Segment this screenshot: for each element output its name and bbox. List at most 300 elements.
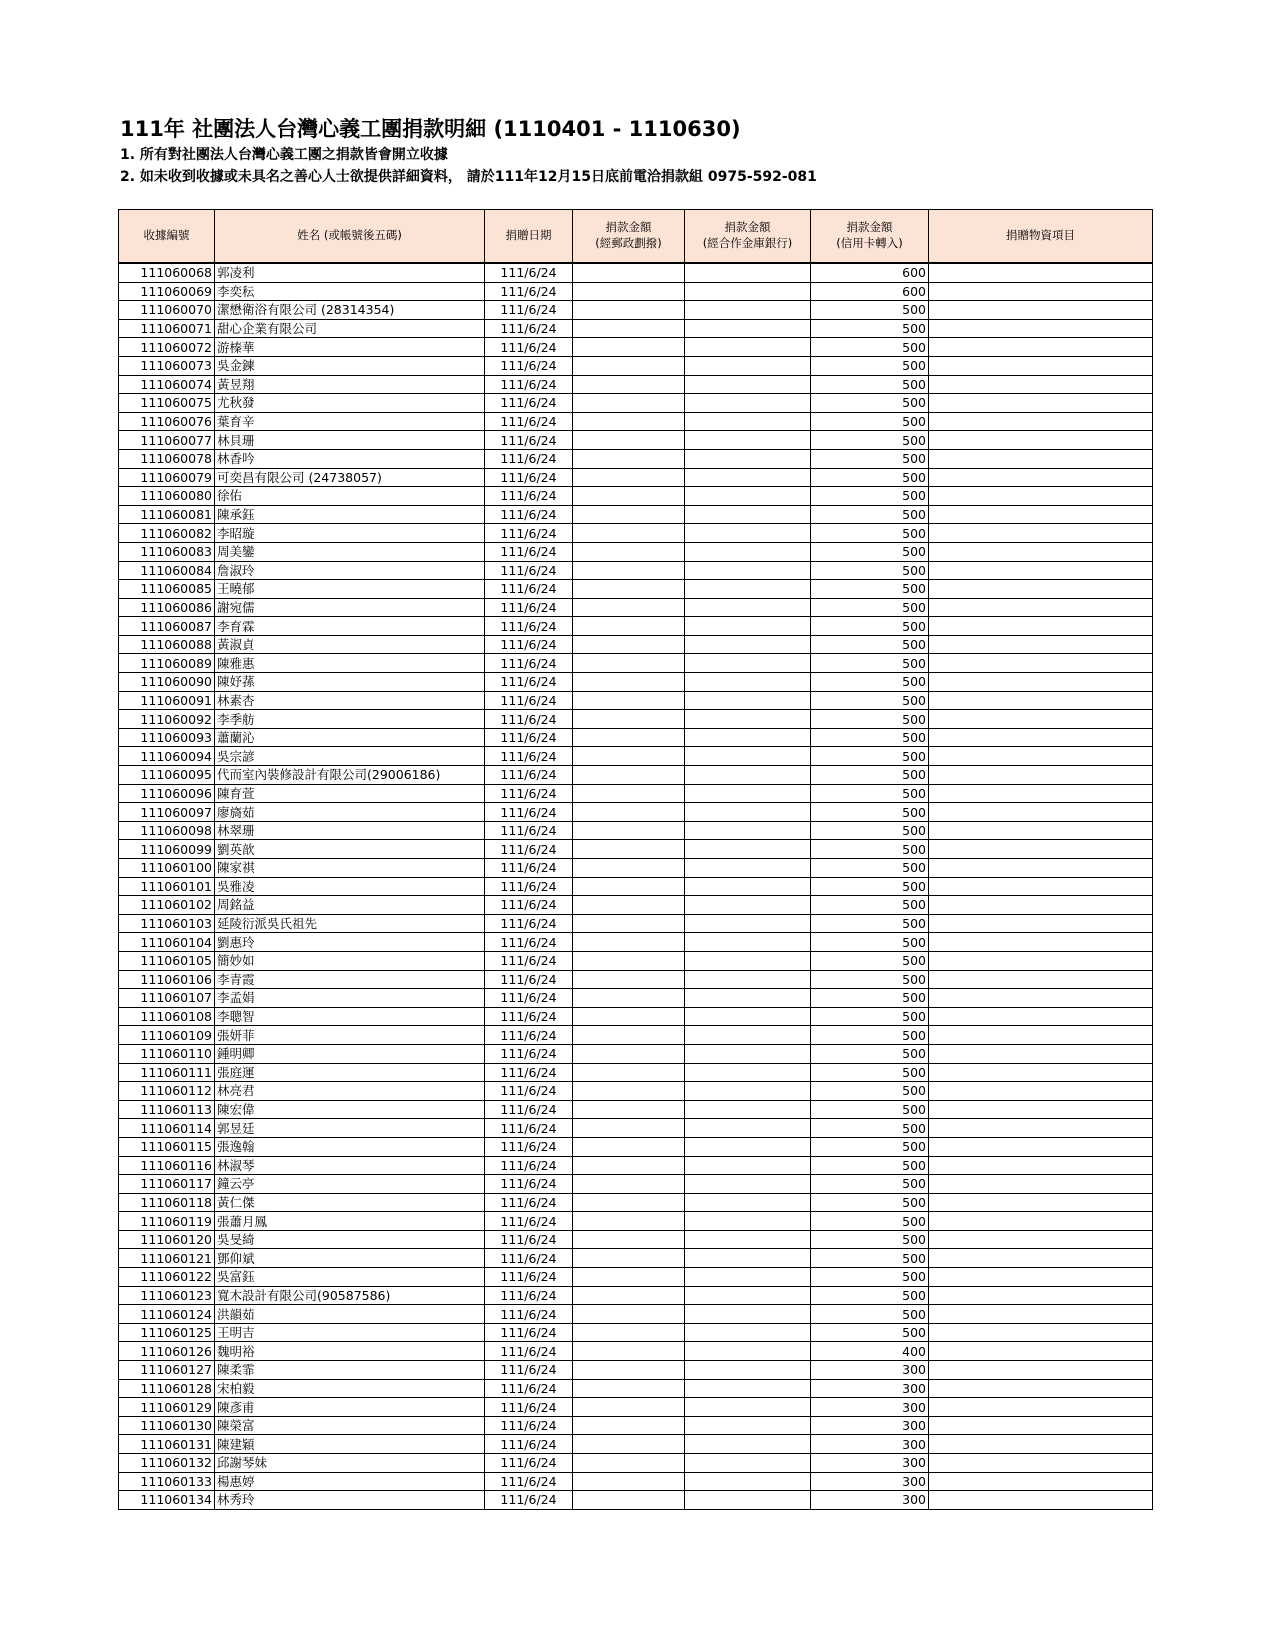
bank-amount-cell	[685, 1007, 811, 1026]
postal-amount-cell	[573, 487, 685, 506]
donated-items-cell	[929, 989, 1153, 1008]
donation-date-cell: 111/6/24	[485, 431, 573, 450]
donation-date-cell: 111/6/24	[485, 1398, 573, 1417]
bank-amount-cell	[685, 319, 811, 338]
receipt-number-cell: 111060081	[119, 505, 215, 524]
table-row	[119, 598, 1153, 617]
donated-items-cell	[929, 580, 1153, 599]
credit-amount-cell: 500	[811, 1119, 929, 1138]
donation-date-cell: 111/6/24	[485, 1361, 573, 1380]
table-row	[119, 301, 1153, 320]
postal-amount-cell	[573, 468, 685, 487]
credit-amount-cell: 500	[811, 1212, 929, 1231]
donated-items-cell	[929, 1137, 1153, 1156]
bank-amount-cell	[685, 1175, 811, 1194]
receipt-number-cell: 111060096	[119, 784, 215, 803]
postal-amount-cell	[573, 1323, 685, 1342]
receipt-number-cell: 111060119	[119, 1212, 215, 1231]
receipt-number-cell: 111060117	[119, 1175, 215, 1194]
donation-date-cell: 111/6/24	[485, 487, 573, 506]
donated-items-cell	[929, 766, 1153, 785]
donated-items-cell	[929, 1212, 1153, 1231]
table-row	[119, 1230, 1153, 1249]
bank-amount-cell	[685, 840, 811, 859]
bank-amount-cell	[685, 933, 811, 952]
receipt-number-cell: 111060088	[119, 635, 215, 654]
credit-amount-cell: 500	[811, 803, 929, 822]
bank-amount-cell	[685, 1454, 811, 1473]
donation-date-cell: 111/6/24	[485, 914, 573, 933]
postal-amount-cell	[573, 654, 685, 673]
donor-name-cell: 寬木設計有限公司(90587586)	[215, 1286, 485, 1305]
donated-items-cell	[929, 1305, 1153, 1324]
bank-amount-cell	[685, 803, 811, 822]
donated-items-cell	[929, 431, 1153, 450]
receipt-number-cell: 111060071	[119, 319, 215, 338]
donation-date-cell: 111/6/24	[485, 728, 573, 747]
donated-items-cell	[929, 468, 1153, 487]
donation-date-cell: 111/6/24	[485, 468, 573, 487]
receipt-number-cell: 111060099	[119, 840, 215, 859]
donated-items-cell	[929, 412, 1153, 431]
table-row	[119, 282, 1153, 301]
table-row	[119, 784, 1153, 803]
receipt-number-cell: 111060098	[119, 821, 215, 840]
receipt-number-cell: 111060107	[119, 989, 215, 1008]
postal-amount-cell	[573, 1175, 685, 1194]
bank-amount-cell	[685, 784, 811, 803]
postal-amount-cell	[573, 859, 685, 878]
donated-items-cell	[929, 914, 1153, 933]
donor-name-cell: 吳富鈺	[215, 1268, 485, 1287]
donated-items-cell	[929, 1063, 1153, 1082]
donor-name-cell: 陳育萱	[215, 784, 485, 803]
donation-date-cell: 111/6/24	[485, 1379, 573, 1398]
donor-name-cell: 吳宗諺	[215, 747, 485, 766]
receipt-number-cell: 111060078	[119, 449, 215, 468]
postal-amount-cell	[573, 673, 685, 692]
postal-amount-cell	[573, 747, 685, 766]
donor-name-cell: 周銘益	[215, 896, 485, 915]
table-row	[119, 1435, 1153, 1454]
table-row	[119, 561, 1153, 580]
donated-items-cell	[929, 301, 1153, 320]
donation-date-cell: 111/6/24	[485, 877, 573, 896]
donation-date-cell: 111/6/24	[485, 1193, 573, 1212]
receipt-number-cell: 111060112	[119, 1082, 215, 1101]
table-row	[119, 1491, 1153, 1510]
receipt-number-cell: 111060106	[119, 970, 215, 989]
donated-items-cell	[929, 747, 1153, 766]
credit-amount-cell: 500	[811, 654, 929, 673]
donor-name-cell: 吳雅凌	[215, 877, 485, 896]
credit-amount-cell: 500	[811, 914, 929, 933]
donation-date-cell: 111/6/24	[485, 356, 573, 375]
receipt-number-cell: 111060072	[119, 338, 215, 357]
credit-amount-cell: 500	[811, 319, 929, 338]
postal-amount-cell	[573, 338, 685, 357]
bank-amount-cell	[685, 654, 811, 673]
credit-amount-cell: 500	[811, 877, 929, 896]
donor-name-cell: 李聰智	[215, 1007, 485, 1026]
bank-amount-cell	[685, 821, 811, 840]
bank-amount-cell	[685, 542, 811, 561]
postal-amount-cell	[573, 1100, 685, 1119]
postal-amount-cell	[573, 580, 685, 599]
donation-date-cell: 111/6/24	[485, 580, 573, 599]
credit-amount-cell: 500	[811, 821, 929, 840]
table-row	[119, 580, 1153, 599]
header-donor-name: 姓名 (或帳號後五碼)	[215, 210, 485, 264]
donated-items-cell	[929, 1286, 1153, 1305]
bank-amount-cell	[685, 1268, 811, 1287]
donor-name-cell: 甜心企業有限公司	[215, 319, 485, 338]
donation-date-cell: 111/6/24	[485, 1416, 573, 1435]
donated-items-cell	[929, 1323, 1153, 1342]
receipt-number-cell: 111060121	[119, 1249, 215, 1268]
donated-items-cell	[929, 1175, 1153, 1194]
receipt-number-cell: 111060128	[119, 1379, 215, 1398]
postal-amount-cell	[573, 1230, 685, 1249]
bank-amount-cell	[685, 896, 811, 915]
receipt-number-cell: 111060101	[119, 877, 215, 896]
donated-items-cell	[929, 933, 1153, 952]
bank-amount-cell	[685, 747, 811, 766]
donated-items-cell	[929, 356, 1153, 375]
table-row	[119, 1342, 1153, 1361]
credit-amount-cell: 500	[811, 951, 929, 970]
table-row	[119, 747, 1153, 766]
donor-name-cell: 李孟娟	[215, 989, 485, 1008]
credit-amount-cell: 500	[811, 617, 929, 636]
donated-items-cell	[929, 859, 1153, 878]
donor-name-cell: 李青霞	[215, 970, 485, 989]
bank-amount-cell	[685, 989, 811, 1008]
donation-date-cell: 111/6/24	[485, 803, 573, 822]
bank-amount-cell	[685, 505, 811, 524]
donor-name-cell: 代而室內裝修設計有限公司(29006186)	[215, 766, 485, 785]
credit-amount-cell: 500	[811, 542, 929, 561]
donor-name-cell: 李奕秐	[215, 282, 485, 301]
header-amount-credit-card: 捐款金額 (信用卡轉入)	[811, 210, 929, 264]
receipt-number-cell: 111060075	[119, 394, 215, 413]
bank-amount-cell	[685, 561, 811, 580]
donor-name-cell: 洪韻茹	[215, 1305, 485, 1324]
table-row	[119, 970, 1153, 989]
credit-amount-cell: 500	[811, 1082, 929, 1101]
receipt-number-cell: 111060069	[119, 282, 215, 301]
donation-table	[118, 209, 1153, 1510]
donated-items-cell	[929, 1398, 1153, 1417]
table-row	[119, 1175, 1153, 1194]
table-row	[119, 263, 1153, 282]
donor-name-cell: 尤秋發	[215, 394, 485, 413]
receipt-number-cell: 111060074	[119, 375, 215, 394]
credit-amount-cell: 300	[811, 1454, 929, 1473]
bank-amount-cell	[685, 356, 811, 375]
postal-amount-cell	[573, 1156, 685, 1175]
receipt-number-cell: 111060113	[119, 1100, 215, 1119]
postal-amount-cell	[573, 1082, 685, 1101]
donor-name-cell: 張逸翰	[215, 1137, 485, 1156]
donation-date-cell: 111/6/24	[485, 691, 573, 710]
bank-amount-cell	[685, 673, 811, 692]
donated-items-cell	[929, 524, 1153, 543]
table-row	[119, 840, 1153, 859]
donor-name-cell: 林貝珊	[215, 431, 485, 450]
credit-amount-cell: 500	[811, 1323, 929, 1342]
bank-amount-cell	[685, 1249, 811, 1268]
postal-amount-cell	[573, 1491, 685, 1510]
bank-amount-cell	[685, 1286, 811, 1305]
bank-amount-cell	[685, 1435, 811, 1454]
bank-amount-cell	[685, 1361, 811, 1380]
postal-amount-cell	[573, 1212, 685, 1231]
postal-amount-cell	[573, 1026, 685, 1045]
table-row	[119, 710, 1153, 729]
donation-date-cell: 111/6/24	[485, 524, 573, 543]
donation-date-cell: 111/6/24	[485, 561, 573, 580]
receipt-number-cell: 111060109	[119, 1026, 215, 1045]
donation-date-cell: 111/6/24	[485, 821, 573, 840]
credit-amount-cell: 500	[811, 747, 929, 766]
donor-name-cell: 郭凌利	[215, 263, 485, 282]
donation-date-cell: 111/6/24	[485, 1249, 573, 1268]
credit-amount-cell: 500	[811, 1044, 929, 1063]
bank-amount-cell	[685, 691, 811, 710]
bank-amount-cell	[685, 1230, 811, 1249]
bank-amount-cell	[685, 1398, 811, 1417]
table-row	[119, 1361, 1153, 1380]
page-title: 111年 社團法人台灣心義工團捐款明細 (1110401 - 1110630)	[120, 117, 741, 141]
bank-amount-cell	[685, 431, 811, 450]
table-row	[119, 1305, 1153, 1324]
donated-items-cell	[929, 394, 1153, 413]
receipt-number-cell: 111060115	[119, 1137, 215, 1156]
bank-amount-cell	[685, 1212, 811, 1231]
credit-amount-cell: 500	[811, 301, 929, 320]
postal-amount-cell	[573, 1379, 685, 1398]
table-row	[119, 914, 1153, 933]
bank-amount-cell	[685, 394, 811, 413]
postal-amount-cell	[573, 766, 685, 785]
table-row	[119, 1063, 1153, 1082]
receipt-number-cell: 111060097	[119, 803, 215, 822]
table-row	[119, 617, 1153, 636]
credit-amount-cell: 500	[811, 1063, 929, 1082]
receipt-number-cell: 111060110	[119, 1044, 215, 1063]
donated-items-cell	[929, 282, 1153, 301]
bank-amount-cell	[685, 301, 811, 320]
donated-items-cell	[929, 1416, 1153, 1435]
postal-amount-cell	[573, 1044, 685, 1063]
postal-amount-cell	[573, 1119, 685, 1138]
table-row	[119, 338, 1153, 357]
table-row	[119, 951, 1153, 970]
bank-amount-cell	[685, 914, 811, 933]
donated-items-cell	[929, 691, 1153, 710]
postal-amount-cell	[573, 1137, 685, 1156]
table-header-row	[119, 210, 1153, 264]
postal-amount-cell	[573, 635, 685, 654]
table-row	[119, 431, 1153, 450]
donation-date-cell: 111/6/24	[485, 1044, 573, 1063]
receipt-number-cell: 111060129	[119, 1398, 215, 1417]
donor-name-cell: 張蕭月鳳	[215, 1212, 485, 1231]
receipt-number-cell: 111060082	[119, 524, 215, 543]
bank-amount-cell	[685, 524, 811, 543]
donor-name-cell: 葉育辛	[215, 412, 485, 431]
donation-date-cell: 111/6/24	[485, 1323, 573, 1342]
table-row	[119, 1286, 1153, 1305]
receipt-number-cell: 111060114	[119, 1119, 215, 1138]
receipt-number-cell: 111060085	[119, 580, 215, 599]
donor-name-cell: 林淑琴	[215, 1156, 485, 1175]
bank-amount-cell	[685, 1137, 811, 1156]
donor-name-cell: 王曉郁	[215, 580, 485, 599]
donated-items-cell	[929, 821, 1153, 840]
postal-amount-cell	[573, 1007, 685, 1026]
table-row	[119, 821, 1153, 840]
table-row	[119, 933, 1153, 952]
credit-amount-cell: 500	[811, 673, 929, 692]
receipt-number-cell: 111060090	[119, 673, 215, 692]
receipt-number-cell: 111060089	[119, 654, 215, 673]
donation-date-cell: 111/6/24	[485, 338, 573, 357]
donation-date-cell: 111/6/24	[485, 1119, 573, 1138]
donor-name-cell: 蕭蘭沁	[215, 728, 485, 747]
postal-amount-cell	[573, 1063, 685, 1082]
table-row	[119, 542, 1153, 561]
table-row	[119, 1472, 1153, 1491]
donor-name-cell: 張庭運	[215, 1063, 485, 1082]
credit-amount-cell: 500	[811, 1137, 929, 1156]
receipt-number-cell: 111060111	[119, 1063, 215, 1082]
donation-date-cell: 111/6/24	[485, 505, 573, 524]
credit-amount-cell: 500	[811, 412, 929, 431]
donation-date-cell: 111/6/24	[485, 1286, 573, 1305]
postal-amount-cell	[573, 896, 685, 915]
receipt-number-cell: 111060103	[119, 914, 215, 933]
donation-date-cell: 111/6/24	[485, 282, 573, 301]
credit-amount-cell: 500	[811, 1100, 929, 1119]
donated-items-cell	[929, 598, 1153, 617]
postal-amount-cell	[573, 598, 685, 617]
bank-amount-cell	[685, 1416, 811, 1435]
bank-amount-cell	[685, 263, 811, 282]
donor-name-cell: 陳彥甫	[215, 1398, 485, 1417]
table-row	[119, 803, 1153, 822]
credit-amount-cell: 300	[811, 1472, 929, 1491]
donation-date-cell: 111/6/24	[485, 542, 573, 561]
receipt-number-cell: 111060130	[119, 1416, 215, 1435]
donor-name-cell: 李昭璇	[215, 524, 485, 543]
bank-amount-cell	[685, 412, 811, 431]
donation-date-cell: 111/6/24	[485, 635, 573, 654]
table-row	[119, 375, 1153, 394]
table-row	[119, 654, 1153, 673]
credit-amount-cell: 300	[811, 1398, 929, 1417]
receipt-number-cell: 111060080	[119, 487, 215, 506]
postal-amount-cell	[573, 1249, 685, 1268]
donation-date-cell: 111/6/24	[485, 617, 573, 636]
donated-items-cell	[929, 1491, 1153, 1510]
donated-items-cell	[929, 1379, 1153, 1398]
donor-name-cell: 王明吉	[215, 1323, 485, 1342]
table-row	[119, 1416, 1153, 1435]
header-amount-bank: 捐款金額 (經合作金庫銀行)	[685, 210, 811, 264]
table-row	[119, 635, 1153, 654]
donated-items-cell	[929, 1044, 1153, 1063]
donation-date-cell: 111/6/24	[485, 1268, 573, 1287]
credit-amount-cell: 500	[811, 1026, 929, 1045]
donation-date-cell: 111/6/24	[485, 1491, 573, 1510]
receipt-number-cell: 111060108	[119, 1007, 215, 1026]
donation-date-cell: 111/6/24	[485, 449, 573, 468]
table-row	[119, 412, 1153, 431]
donated-items-cell	[929, 840, 1153, 859]
credit-amount-cell: 500	[811, 896, 929, 915]
donated-items-cell	[929, 1268, 1153, 1287]
postal-amount-cell	[573, 1268, 685, 1287]
credit-amount-cell: 500	[811, 989, 929, 1008]
donated-items-cell	[929, 1230, 1153, 1249]
donor-name-cell: 劉英歆	[215, 840, 485, 859]
table-row	[119, 1137, 1153, 1156]
receipt-number-cell: 111060087	[119, 617, 215, 636]
donor-name-cell: 陳榮富	[215, 1416, 485, 1435]
donor-name-cell: 廖旖茹	[215, 803, 485, 822]
receipt-number-cell: 111060125	[119, 1323, 215, 1342]
donor-name-cell: 延陵衍派吳氏祖先	[215, 914, 485, 933]
postal-amount-cell	[573, 1398, 685, 1417]
donation-date-cell: 111/6/24	[485, 673, 573, 692]
donated-items-cell	[929, 803, 1153, 822]
donated-items-cell	[929, 338, 1153, 357]
donor-name-cell: 黃仁傑	[215, 1193, 485, 1212]
donated-items-cell	[929, 784, 1153, 803]
donated-items-cell	[929, 1007, 1153, 1026]
donation-date-cell: 111/6/24	[485, 710, 573, 729]
bank-amount-cell	[685, 951, 811, 970]
donated-items-cell	[929, 1026, 1153, 1045]
donation-date-cell: 111/6/24	[485, 394, 573, 413]
donor-name-cell: 郭昱廷	[215, 1119, 485, 1138]
receipt-number-cell: 111060124	[119, 1305, 215, 1324]
credit-amount-cell: 500	[811, 1230, 929, 1249]
donated-items-cell	[929, 319, 1153, 338]
bank-amount-cell	[685, 449, 811, 468]
donor-name-cell: 林香吟	[215, 449, 485, 468]
postal-amount-cell	[573, 933, 685, 952]
table-row	[119, 1044, 1153, 1063]
table-row	[119, 1323, 1153, 1342]
bank-amount-cell	[685, 1082, 811, 1101]
receipt-note: 1. 所有對社團法人台灣心義工團之捐款皆會開立收據	[120, 147, 448, 163]
bank-amount-cell	[685, 1044, 811, 1063]
donation-date-cell: 111/6/24	[485, 1137, 573, 1156]
credit-amount-cell: 500	[811, 710, 929, 729]
postal-amount-cell	[573, 505, 685, 524]
donated-items-cell	[929, 635, 1153, 654]
donor-name-cell: 簡妙如	[215, 951, 485, 970]
donor-name-cell: 楊惠婷	[215, 1472, 485, 1491]
bank-amount-cell	[685, 282, 811, 301]
receipt-number-cell: 111060102	[119, 896, 215, 915]
credit-amount-cell: 600	[811, 263, 929, 282]
receipt-number-cell: 111060084	[119, 561, 215, 580]
table-row	[119, 1379, 1153, 1398]
